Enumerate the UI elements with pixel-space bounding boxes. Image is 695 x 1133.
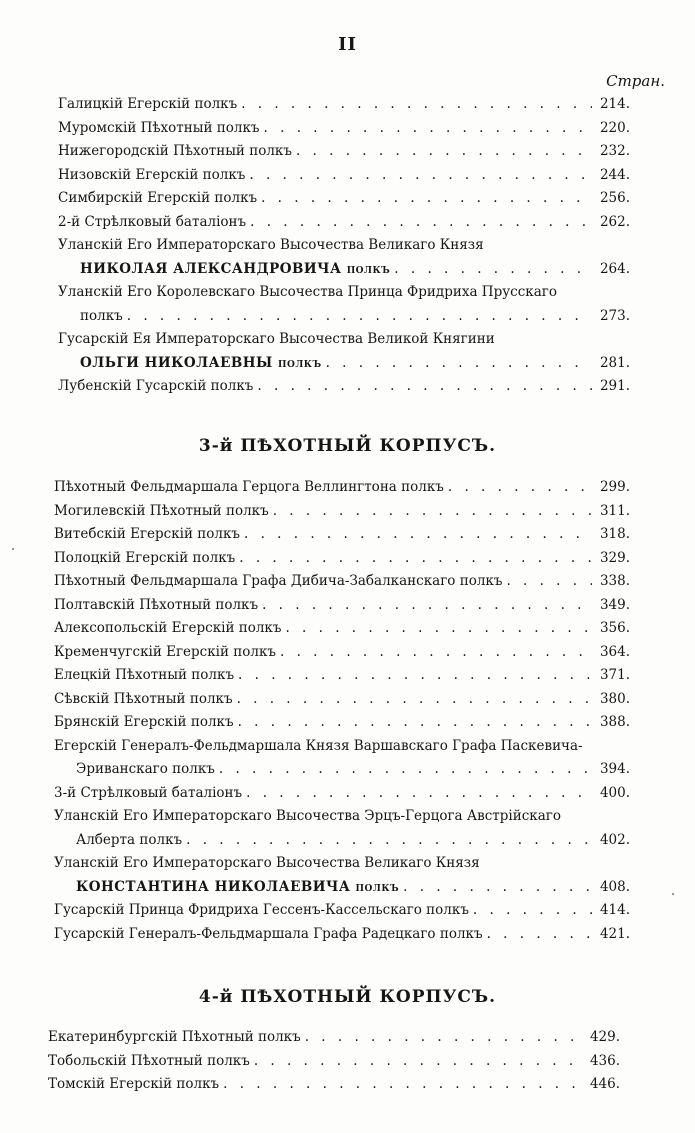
entry-title-line1: Гусарскій Ея Императорскаго Высочества Великой Княгини <box>58 331 495 347</box>
toc-entry <box>54 664 630 688</box>
toc-section-4th-corps <box>48 1026 620 1097</box>
entry-page-number: 291. <box>599 378 630 394</box>
entry-row <box>48 1050 620 1074</box>
entry-title-line2: НИКОЛАЯ АЛЕКСАНДРОВИЧА полкъ <box>80 260 391 277</box>
entry-page-number: 262. <box>599 213 630 230</box>
toc-entry <box>54 641 630 665</box>
entry-page-number: 414. <box>599 902 630 918</box>
page-column-label: Стран. <box>606 72 665 90</box>
entry-page-number: 394. <box>599 761 630 777</box>
dot-leader <box>223 1073 582 1097</box>
dot-leader <box>487 923 592 947</box>
entry-title-line2: Эриванскаго полкъ <box>76 761 215 777</box>
toc-entry <box>54 476 630 500</box>
toc-entry <box>54 852 630 899</box>
entry-title: Гусарскій Генералъ-Фельдмаршала Графа Радецкаго полкъ <box>54 925 483 942</box>
entry-title: Елецкій Пѣхотный полкъ <box>54 667 235 683</box>
entry-row <box>54 782 630 806</box>
entry-page-number: 446. <box>589 1076 620 1092</box>
toc-entry <box>54 735 630 782</box>
toc-entry <box>48 1026 620 1050</box>
entry-page-number: 299. <box>599 479 630 495</box>
toc-entry <box>58 187 630 211</box>
toc-entry <box>58 140 630 164</box>
entry-page-number: 220. <box>599 119 630 136</box>
entry-row <box>54 899 630 923</box>
entry-row <box>54 500 630 524</box>
entry-title-line2: КОНСТАНТИНА НИКОЛАЕВИЧА полкъ <box>76 878 400 895</box>
entry-row <box>58 164 630 188</box>
entry-title: Полоцкій Егерскій полкъ <box>54 549 236 566</box>
dot-leader <box>473 899 592 923</box>
entry-page-number: 264. <box>599 260 630 277</box>
entry-title: Пѣхотный Фельдмаршала Графа Дибича-Забалканскаго полкъ <box>54 573 503 589</box>
entry-page-number: 408. <box>599 878 630 895</box>
toc-entry <box>58 328 630 375</box>
entry-title-line1: Уланскій Его Королевскаго Высочества Принца Фридриха Прусскаго <box>58 284 557 300</box>
entry-row <box>58 117 630 141</box>
entry-title: Сѣвскій Пѣхотный полкъ <box>54 690 233 707</box>
dot-leader <box>241 93 592 117</box>
entry-title: Тобольскій Пѣхотный полкъ <box>48 1052 250 1069</box>
toc-entry <box>58 375 630 399</box>
dot-leader <box>394 258 592 282</box>
dot-leader <box>280 641 592 665</box>
entry-page-number: 318. <box>599 526 630 542</box>
toc-entry <box>48 1073 620 1097</box>
dot-leader <box>239 547 592 571</box>
toc-entry <box>48 1050 620 1074</box>
dot-leader <box>254 1050 582 1074</box>
entry-row <box>76 829 630 853</box>
toc-entry <box>58 234 630 281</box>
entry-title: Брянскій Егерскій полкъ <box>54 714 234 730</box>
entry-page-number: 256. <box>599 190 630 206</box>
toc-entry <box>54 570 630 594</box>
entry-page-number: 338. <box>599 573 630 589</box>
scan-speck <box>672 893 674 895</box>
dot-leader <box>246 782 592 806</box>
dot-leader <box>264 117 592 141</box>
dot-leader <box>238 711 592 735</box>
entry-page-number: 329. <box>599 549 630 566</box>
entry-title: Витебскій Егерскій полкъ <box>54 526 241 542</box>
entry-row <box>76 758 630 782</box>
dot-leader <box>262 594 592 618</box>
entry-title: Лубенскій Гусарскій полкъ <box>58 378 254 394</box>
entry-row <box>54 594 630 618</box>
toc-entry <box>54 805 630 852</box>
entry-title-line1: Уланскій Его Императорскаго Высочества Великаго Князя <box>58 237 484 253</box>
entry-title: Могилевскій Пѣхотный полкъ <box>54 502 269 519</box>
entry-title: Кременчугскій Егерскій полкъ <box>54 643 277 660</box>
entry-title-line2: Алберта полкъ <box>76 831 183 848</box>
entry-title: Алексопольскій Егерскій полкъ <box>54 620 282 636</box>
entry-page-number: 273. <box>599 307 630 324</box>
entry-title: Галицкій Егерскій полкъ <box>58 96 238 112</box>
toc-entry <box>54 711 630 735</box>
page-number: II <box>338 34 357 55</box>
entry-row <box>58 187 630 211</box>
entry-row <box>76 876 630 900</box>
dot-leader <box>238 664 592 688</box>
entry-row <box>54 688 630 712</box>
dot-leader <box>237 688 592 712</box>
toc-entry <box>58 117 630 141</box>
toc-entry <box>58 211 630 235</box>
dot-leader <box>257 375 592 399</box>
toc-entry <box>54 500 630 524</box>
entry-page-number: 400. <box>599 784 630 801</box>
entry-title-line1: Егерскій Генералъ-Фельдмаршала Князя Варшавскаго Графа Паскевича- <box>54 737 583 754</box>
entry-title: Пѣхотный Фельдмаршала Герцога Веллингтона полкъ <box>54 479 444 495</box>
entry-row <box>48 1073 620 1097</box>
entry-page-number: 380. <box>599 690 630 707</box>
entry-page-number: 429. <box>589 1029 620 1045</box>
entry-page-number: 232. <box>599 143 630 159</box>
entry-page-number: 214. <box>599 96 630 112</box>
entry-row <box>80 352 630 376</box>
entry-title: Томскій Егерскій полкъ <box>48 1076 220 1092</box>
entry-row <box>58 375 630 399</box>
toc-entry <box>54 547 630 571</box>
dot-leader <box>305 1026 582 1050</box>
entry-page-number: 349. <box>599 596 630 613</box>
toc-entry <box>58 281 630 328</box>
entry-page-number: 244. <box>599 166 630 183</box>
toc-entry <box>54 594 630 618</box>
toc-entry <box>58 93 630 117</box>
entry-page-number: 402. <box>599 831 630 848</box>
toc-entry <box>54 899 630 923</box>
entry-title: 2-й Стрѣлковый баталіонъ <box>58 213 247 230</box>
section-heading-4th-corps: 4-й ПѢХОТНЫЙ КОРПУСЪ. <box>198 987 497 1007</box>
entry-title-line2: полкъ <box>80 307 123 324</box>
entry-title: Гусарскій Принца Фридриха Гессенъ-Кассельскаго полкъ <box>54 902 469 918</box>
entry-title: Нижегородскій Пѣхотный полкъ <box>58 143 292 159</box>
dot-leader <box>186 829 592 853</box>
entry-page-number: 281. <box>599 354 630 371</box>
dot-leader <box>250 211 592 235</box>
dot-leader <box>127 305 592 329</box>
entry-page-number: 421. <box>599 925 630 942</box>
entry-row <box>48 1026 620 1050</box>
dot-leader <box>403 876 592 900</box>
toc-section-continued <box>58 93 630 399</box>
entry-title-line2: ОЛЬГИ НИКОЛАЕВНЫ полкъ <box>80 354 322 371</box>
dot-leader <box>448 476 592 500</box>
entry-row <box>54 711 630 735</box>
entry-page-number: 364. <box>599 643 630 660</box>
toc-entry <box>54 782 630 806</box>
entry-row <box>58 93 630 117</box>
entry-row <box>54 664 630 688</box>
entry-row <box>80 305 630 329</box>
toc-section-3rd-corps <box>54 476 630 946</box>
dot-leader <box>285 617 592 641</box>
entry-row <box>80 258 630 282</box>
dot-leader <box>506 570 592 594</box>
entry-title: 3-й Стрѣлковый баталіонъ <box>54 784 243 801</box>
dot-leader <box>296 140 592 164</box>
toc-entry <box>54 617 630 641</box>
dot-leader <box>219 758 592 782</box>
entry-row <box>54 641 630 665</box>
entry-page-number: 388. <box>599 714 630 730</box>
entry-title: Симбирскій Егерскій полкъ <box>58 190 258 206</box>
entry-row <box>54 923 630 947</box>
scan-speck <box>12 548 14 550</box>
entry-page-number: 371. <box>599 667 630 683</box>
entry-row <box>54 617 630 641</box>
dot-leader <box>249 164 592 188</box>
toc-entry <box>54 923 630 947</box>
entry-row <box>54 547 630 571</box>
entry-title-line1: Уланскій Его Императорскаго Высочества Эрцъ-Герцога Австрійскаго <box>54 808 561 824</box>
entry-page-number: 436. <box>589 1052 620 1069</box>
dot-leader <box>326 352 592 376</box>
entry-title: Екатеринбургскій Пѣхотный полкъ <box>48 1029 301 1045</box>
entry-title: Полтавскій Пѣхотный полкъ <box>54 596 259 613</box>
toc-entry <box>54 688 630 712</box>
dot-leader <box>273 500 592 524</box>
entry-row <box>54 570 630 594</box>
entry-row <box>54 523 630 547</box>
entry-page-number: 356. <box>599 620 630 636</box>
entry-page-number: 311. <box>599 502 630 519</box>
entry-title-line1: Уланскій Его Императорскаго Высочества Великаго Князя <box>54 855 480 871</box>
dot-leader <box>244 523 592 547</box>
entry-title: Низовскій Егерскій полкъ <box>58 166 246 183</box>
dot-leader <box>261 187 592 211</box>
entry-row <box>58 211 630 235</box>
section-heading-3rd-corps: 3-й ПѢХОТНЫЙ КОРПУСЪ. <box>198 436 497 456</box>
toc-entry <box>54 523 630 547</box>
toc-entry <box>58 164 630 188</box>
entry-row <box>58 140 630 164</box>
entry-title: Муромскій Пѣхотный полкъ <box>58 119 260 136</box>
entry-row <box>54 476 630 500</box>
